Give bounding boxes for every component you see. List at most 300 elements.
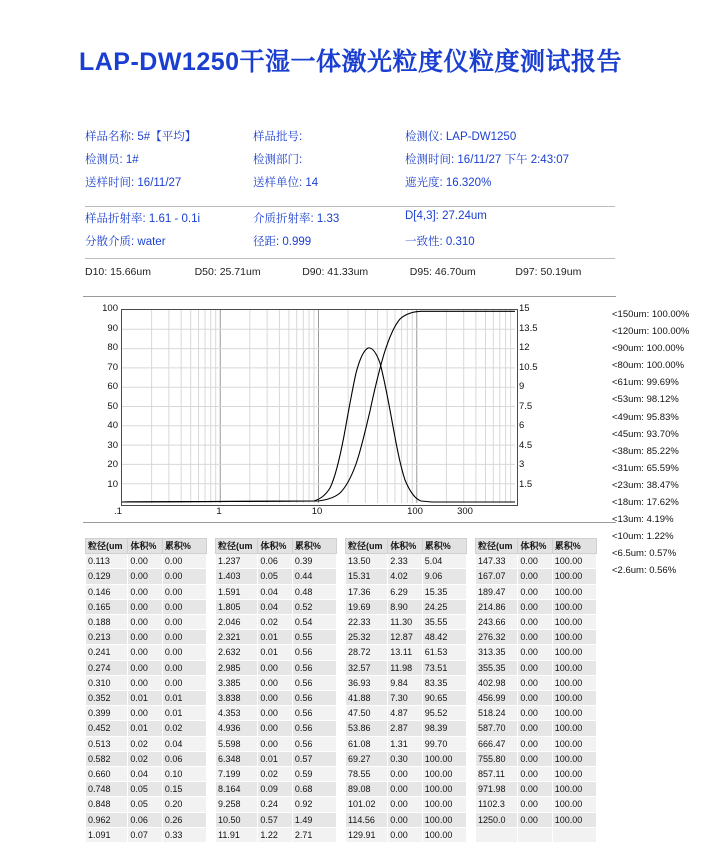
- table-row: [476, 767, 597, 782]
- cell-cumulative: 0.00: [162, 615, 206, 630]
- cell-diameter: 4.936: [216, 721, 258, 736]
- cell-volume: 0.00: [518, 736, 552, 751]
- cell-volume: 0.00: [518, 751, 552, 766]
- cell-cumulative: 100.00: [552, 554, 596, 569]
- table-row: [216, 767, 337, 782]
- cell-diameter: 313.35: [476, 645, 518, 660]
- divider: [85, 206, 615, 207]
- table-row: [216, 675, 337, 690]
- cell-cumulative: 0.56: [292, 645, 336, 660]
- table-row: [476, 812, 597, 827]
- y2-tick-label: 10.5: [519, 361, 538, 373]
- cell-cumulative: 61.53: [422, 645, 466, 660]
- info-row: [85, 233, 615, 249]
- cell-diameter: 101.02: [346, 797, 388, 812]
- cell-diameter: 28.72: [346, 645, 388, 660]
- y2-tick-label: 12: [519, 342, 530, 353]
- cell-cumulative: 0.56: [292, 736, 336, 751]
- list-item: <31um: 65.59%: [612, 462, 679, 474]
- table-row: [476, 569, 597, 584]
- cell-cumulative: 0.39: [292, 554, 336, 569]
- y2-tick-label: 4.5: [519, 439, 533, 451]
- cell-cumulative: 0.01: [162, 706, 206, 721]
- cell-cumulative: 100.00: [422, 827, 466, 842]
- cell-diameter: 9.258: [216, 797, 258, 812]
- optical-info-block: [85, 210, 615, 256]
- cell-cumulative: 0.56: [292, 660, 336, 675]
- cell-diameter: 0.513: [86, 736, 128, 751]
- cell-volume: 0.00: [518, 630, 552, 645]
- cell-cumulative: 0.33: [162, 827, 206, 842]
- cell-diameter: 971.98: [476, 782, 518, 797]
- info-label: 一致性:: [405, 236, 443, 248]
- cell-diameter: 0.129: [86, 569, 128, 584]
- table-row: [346, 782, 467, 797]
- x-tick-label: 100: [407, 506, 423, 517]
- cell-diameter: 1.403: [216, 569, 258, 584]
- cell-volume: 0.00: [258, 736, 293, 751]
- y-tick-label: 90: [107, 322, 118, 334]
- info-cell: [405, 174, 615, 190]
- cell-volume: 0.00: [518, 721, 552, 736]
- cell-volume: 0.06: [258, 554, 293, 569]
- cell-volume: 0.00: [128, 645, 163, 660]
- list-item: <38um: 85.22%: [612, 445, 679, 457]
- cell-volume: 1.31: [388, 736, 423, 751]
- cell-diameter: 25.32: [346, 630, 388, 645]
- cell-volume: 6.29: [388, 584, 423, 599]
- y-axis-left-labels: [88, 303, 118, 509]
- cell-volume: 11.98: [388, 660, 423, 675]
- cell-diameter: 0.848: [86, 797, 128, 812]
- cell-diameter: 32.57: [346, 660, 388, 675]
- d50-value: D50: 25.71um: [194, 266, 261, 278]
- cell-cumulative: 100.00: [422, 751, 466, 766]
- cell-diameter: 518.24: [476, 706, 518, 721]
- info-label: 径距:: [253, 236, 280, 248]
- table-row: [476, 554, 597, 569]
- info-cell: [85, 174, 253, 190]
- cell-cumulative: 0.56: [292, 706, 336, 721]
- info-label: 遮光度:: [405, 177, 443, 189]
- cell-cumulative: 100.00: [552, 584, 596, 599]
- info-cell: [253, 174, 405, 190]
- cell-volume: 0.00: [518, 767, 552, 782]
- table-row: [86, 675, 207, 690]
- cell-volume: 0.00: [128, 615, 163, 630]
- cell-volume: 0.00: [518, 812, 552, 827]
- cell-diameter: 276.32: [476, 630, 518, 645]
- info-cell: [85, 210, 253, 226]
- cell-volume: 0.00: [128, 584, 163, 599]
- cell-volume: 0.04: [258, 584, 293, 599]
- cell-volume: 0.00: [258, 691, 293, 706]
- table-row: [346, 721, 467, 736]
- column-header-diameter: 粒径(um: [476, 539, 518, 554]
- cell-cumulative: 100.00: [552, 797, 596, 812]
- table-header-row: [476, 539, 597, 554]
- info-row: [85, 210, 615, 226]
- cell-cumulative: 100.00: [552, 782, 596, 797]
- cell-volume: 0.00: [518, 615, 552, 630]
- cell-volume: 0.00: [518, 797, 552, 812]
- cell-cumulative: 48.42: [422, 630, 466, 645]
- cell-volume: 0.02: [258, 615, 293, 630]
- cell-volume: 0.57: [258, 812, 293, 827]
- table-row: [216, 630, 337, 645]
- table-row: [216, 782, 337, 797]
- cell-diameter: 189.47: [476, 584, 518, 599]
- cell-diameter: 755.80: [476, 751, 518, 766]
- y2-tick-label: 7.5: [519, 400, 533, 412]
- y-tick-label: 20: [107, 459, 118, 470]
- cell-volume: 0.00: [518, 691, 552, 706]
- cell-volume: 4.02: [388, 569, 423, 584]
- info-value: 16/11/27: [137, 177, 182, 189]
- list-item: <80um: 100.00%: [612, 360, 685, 372]
- cell-cumulative: 0.55: [292, 630, 336, 645]
- table-row: [86, 645, 207, 660]
- cell-cumulative: 0.04: [162, 736, 206, 751]
- cell-diameter: 19.69: [346, 599, 388, 614]
- cell-diameter: 0.188: [86, 615, 128, 630]
- table-header-row: [346, 539, 467, 554]
- cell-volume: [518, 827, 552, 842]
- cell-cumulative: 0.01: [162, 691, 206, 706]
- cell-cumulative: 100.00: [552, 569, 596, 584]
- cell-diameter: 4.353: [216, 706, 258, 721]
- y2-tick-label: 13.5: [519, 322, 538, 334]
- cell-cumulative: 35.55: [422, 615, 466, 630]
- cell-volume: 0.00: [128, 675, 163, 690]
- cell-cumulative: 0.00: [162, 660, 206, 675]
- cell-volume: 0.02: [258, 767, 293, 782]
- y-tick-label: 80: [107, 342, 118, 353]
- cell-cumulative: 100.00: [552, 691, 596, 706]
- cell-diameter: 0.310: [86, 675, 128, 690]
- table-row: [216, 721, 337, 736]
- cell-volume: 0.00: [388, 767, 423, 782]
- info-row: [85, 174, 615, 190]
- column-header-volume: 体积%: [128, 539, 163, 554]
- plot-svg: [122, 310, 515, 503]
- cell-cumulative: 100.00: [422, 797, 466, 812]
- cell-diameter: 2.046: [216, 615, 258, 630]
- cell-volume: 0.00: [388, 782, 423, 797]
- cell-diameter: 243.66: [476, 615, 518, 630]
- cell-cumulative: 9.06: [422, 569, 466, 584]
- cell-cumulative: 83.35: [422, 675, 466, 690]
- cell-volume: 0.00: [128, 599, 163, 614]
- cell-cumulative: 0.56: [292, 691, 336, 706]
- cell-cumulative: 0.26: [162, 812, 206, 827]
- table-row: [476, 706, 597, 721]
- cell-cumulative: 100.00: [552, 736, 596, 751]
- percentile-values: [85, 266, 615, 278]
- table-row: [346, 797, 467, 812]
- table-row: [476, 797, 597, 812]
- cell-volume: 13.11: [388, 645, 423, 660]
- cell-cumulative: 0.56: [292, 675, 336, 690]
- table-body-0: [86, 554, 207, 843]
- cell-cumulative: 100.00: [422, 767, 466, 782]
- column-header-diameter: 粒径(um: [86, 539, 128, 554]
- page-title: LAP-DW1250干湿一体激光粒度仪粒度测试报告: [78, 48, 623, 76]
- cell-cumulative: 15.35: [422, 584, 466, 599]
- cell-diameter: 3.838: [216, 691, 258, 706]
- cell-diameter: 114.56: [346, 812, 388, 827]
- cell-cumulative: 73.51: [422, 660, 466, 675]
- cell-cumulative: 0.00: [162, 554, 206, 569]
- table-row: [86, 660, 207, 675]
- cell-cumulative: 0.68: [292, 782, 336, 797]
- particle-size-distribution-plot: [121, 309, 518, 506]
- info-value: 14: [305, 177, 319, 189]
- table-row: [476, 615, 597, 630]
- cell-diameter: 0.660: [86, 767, 128, 782]
- table-body-3: [476, 554, 597, 843]
- table-row: [346, 569, 467, 584]
- y-axis-right-labels: [519, 303, 553, 509]
- y2-tick-label: 9: [519, 381, 525, 392]
- cell-cumulative: 0.57: [292, 751, 336, 766]
- table-header-row: [216, 539, 337, 554]
- cell-cumulative: 0.00: [162, 569, 206, 584]
- info-label: 样品批号:: [253, 131, 303, 143]
- cell-cumulative: 0.00: [162, 584, 206, 599]
- cell-volume: 0.05: [128, 782, 163, 797]
- cell-diameter: 41.88: [346, 691, 388, 706]
- table-row: [86, 736, 207, 751]
- cell-volume: 0.00: [258, 675, 293, 690]
- table-row: [476, 630, 597, 645]
- y-tick-label: 40: [107, 420, 118, 431]
- cell-diameter: 0.582: [86, 751, 128, 766]
- cell-volume: 0.00: [128, 660, 163, 675]
- cell-volume: 1.22: [258, 827, 293, 842]
- cell-cumulative: 100.00: [552, 675, 596, 690]
- y-tick-label: 60: [107, 381, 118, 392]
- cell-cumulative: 0.15: [162, 782, 206, 797]
- list-item: <53um: 98.12%: [612, 394, 679, 406]
- d95-value: D95: 46.70um: [409, 266, 476, 278]
- cell-volume: 0.00: [258, 721, 293, 736]
- cell-volume: 0.07: [128, 827, 163, 842]
- cell-diameter: 53.86: [346, 721, 388, 736]
- cell-cumulative: 0.54: [292, 615, 336, 630]
- info-cell: [85, 233, 253, 249]
- cell-volume: 8.90: [388, 599, 423, 614]
- cell-volume: 0.02: [128, 751, 163, 766]
- table-row: [476, 645, 597, 660]
- cell-diameter: 78.55: [346, 767, 388, 782]
- cell-volume: 0.24: [258, 797, 293, 812]
- table-row: [86, 721, 207, 736]
- table-row: [86, 599, 207, 614]
- info-cell: [253, 233, 405, 249]
- cell-volume: 0.00: [388, 827, 423, 842]
- cell-diameter: 0.352: [86, 691, 128, 706]
- cell-diameter: 89.08: [346, 782, 388, 797]
- cell-diameter: 2.321: [216, 630, 258, 645]
- table-row: [346, 660, 467, 675]
- list-item: <49um: 95.83%: [612, 411, 679, 423]
- cell-diameter: 0.146: [86, 584, 128, 599]
- cell-volume: 0.00: [128, 630, 163, 645]
- table-row: [216, 736, 337, 751]
- cell-volume: 7.30: [388, 691, 423, 706]
- cell-volume: 9.84: [388, 675, 423, 690]
- table-row: [346, 751, 467, 766]
- table-row: [346, 706, 467, 721]
- data-table: [345, 538, 467, 843]
- info-label: 样品名称:: [85, 131, 135, 143]
- cell-cumulative: 0.20: [162, 797, 206, 812]
- cell-cumulative: 0.52: [292, 599, 336, 614]
- column-header-volume: 体积%: [518, 539, 552, 554]
- cell-diameter: 7.199: [216, 767, 258, 782]
- cell-cumulative: 0.56: [292, 721, 336, 736]
- table-header-row: [86, 539, 207, 554]
- cell-diameter: 666.47: [476, 736, 518, 751]
- list-item: <45um: 93.70%: [612, 428, 679, 440]
- table-row: [346, 599, 467, 614]
- table-row: [346, 691, 467, 706]
- table-row: [216, 812, 337, 827]
- info-cell: [405, 233, 615, 249]
- cell-diameter: 1.805: [216, 599, 258, 614]
- cell-volume: 0.00: [128, 706, 163, 721]
- cell-volume: 0.00: [128, 554, 163, 569]
- column-header-cumulative: 累积%: [552, 539, 596, 554]
- cell-diameter: 69.27: [346, 751, 388, 766]
- column-header-cumulative: 累积%: [422, 539, 466, 554]
- list-item: <90um: 100.00%: [612, 343, 685, 355]
- cell-volume: 0.01: [258, 630, 293, 645]
- cell-cumulative: 100.00: [552, 812, 596, 827]
- cell-diameter: 1.237: [216, 554, 258, 569]
- cell-diameter: 129.91: [346, 827, 388, 842]
- cell-volume: 0.02: [128, 736, 163, 751]
- table-row: [86, 782, 207, 797]
- table-row: [216, 584, 337, 599]
- cell-volume: 0.00: [518, 782, 552, 797]
- table-row: [476, 782, 597, 797]
- y-tick-label: 10: [107, 478, 118, 490]
- x-axis-labels: [100, 506, 540, 520]
- table-row: [86, 827, 207, 842]
- table-row: [346, 736, 467, 751]
- table-row: [476, 721, 597, 736]
- table-body-1: [216, 554, 337, 843]
- y-tick-label: 30: [107, 439, 118, 451]
- column-header-cumulative: 累积%: [292, 539, 336, 554]
- info-value: 1.61 - 0.1i: [148, 213, 201, 225]
- table-row: [476, 675, 597, 690]
- cell-cumulative: 0.00: [162, 675, 206, 690]
- info-cell: [253, 128, 405, 144]
- cell-diameter: 61.08: [346, 736, 388, 751]
- cell-cumulative: 0.02: [162, 721, 206, 736]
- cell-volume: 0.00: [128, 569, 163, 584]
- cell-diameter: 214.86: [476, 599, 518, 614]
- table-row: [346, 584, 467, 599]
- list-item: <120um: 100.00%: [612, 326, 690, 338]
- info-value: 16.320%: [445, 177, 492, 189]
- cell-volume: 2.33: [388, 554, 423, 569]
- info-cell: [405, 151, 615, 167]
- table-row: [346, 812, 467, 827]
- cell-diameter: 147.33: [476, 554, 518, 569]
- column-header-volume: 体积%: [258, 539, 293, 554]
- table-row: [86, 584, 207, 599]
- y-tick-label: 50: [107, 400, 118, 412]
- cell-volume: 0.01: [258, 751, 293, 766]
- cell-diameter: 1250.0: [476, 812, 518, 827]
- cell-cumulative: 100.00: [552, 767, 596, 782]
- cell-volume: 0.05: [258, 569, 293, 584]
- cell-cumulative: 0.44: [292, 569, 336, 584]
- cell-volume: 0.00: [518, 645, 552, 660]
- cell-cumulative: 100.00: [552, 751, 596, 766]
- d10-value: D10: 15.66um: [85, 266, 151, 278]
- cell-volume: 0.00: [518, 584, 552, 599]
- cell-volume: 0.30: [388, 751, 423, 766]
- cell-volume: 0.00: [258, 706, 293, 721]
- cell-diameter: 857.11: [476, 767, 518, 782]
- cell-volume: 0.01: [128, 721, 163, 736]
- d90-value: D90: 41.33um: [302, 266, 369, 278]
- table-row: [346, 554, 467, 569]
- x-tick-label: 300: [457, 506, 473, 517]
- table-row: [346, 645, 467, 660]
- cell-volume: 0.00: [388, 812, 423, 827]
- y2-tick-label: 3: [519, 459, 525, 470]
- cell-cumulative: 100.00: [552, 706, 596, 721]
- cell-diameter: 36.93: [346, 675, 388, 690]
- table-row: [216, 645, 337, 660]
- cell-cumulative: 100.00: [552, 615, 596, 630]
- y-tick-label: 70: [107, 361, 118, 373]
- cell-diameter: 355.35: [476, 660, 518, 675]
- cell-cumulative: 98.39: [422, 721, 466, 736]
- table-row: [346, 767, 467, 782]
- info-label: 样品折射率:: [85, 213, 146, 225]
- cell-diameter: 402.98: [476, 675, 518, 690]
- cell-diameter: 0.241: [86, 645, 128, 660]
- table-row: [86, 615, 207, 630]
- info-row: [85, 151, 615, 167]
- x-tick-label: 1: [216, 506, 222, 517]
- cell-cumulative: 0.06: [162, 751, 206, 766]
- cell-volume: 2.87: [388, 721, 423, 736]
- cell-volume: 0.09: [258, 782, 293, 797]
- cell-cumulative: 0.10: [162, 767, 206, 782]
- cell-cumulative: 2.71: [292, 827, 336, 842]
- table-row: [216, 660, 337, 675]
- cell-diameter: 15.31: [346, 569, 388, 584]
- divider: [85, 258, 615, 259]
- cell-volume: 4.87: [388, 706, 423, 721]
- cell-diameter: 0.165: [86, 599, 128, 614]
- cell-diameter: 17.36: [346, 584, 388, 599]
- table-row: [86, 812, 207, 827]
- cell-diameter: 10.50: [216, 812, 258, 827]
- cumulative-summary-list: [612, 306, 701, 580]
- table-row: [86, 691, 207, 706]
- list-item: <150um: 100.00%: [612, 309, 690, 320]
- table-row: [216, 599, 337, 614]
